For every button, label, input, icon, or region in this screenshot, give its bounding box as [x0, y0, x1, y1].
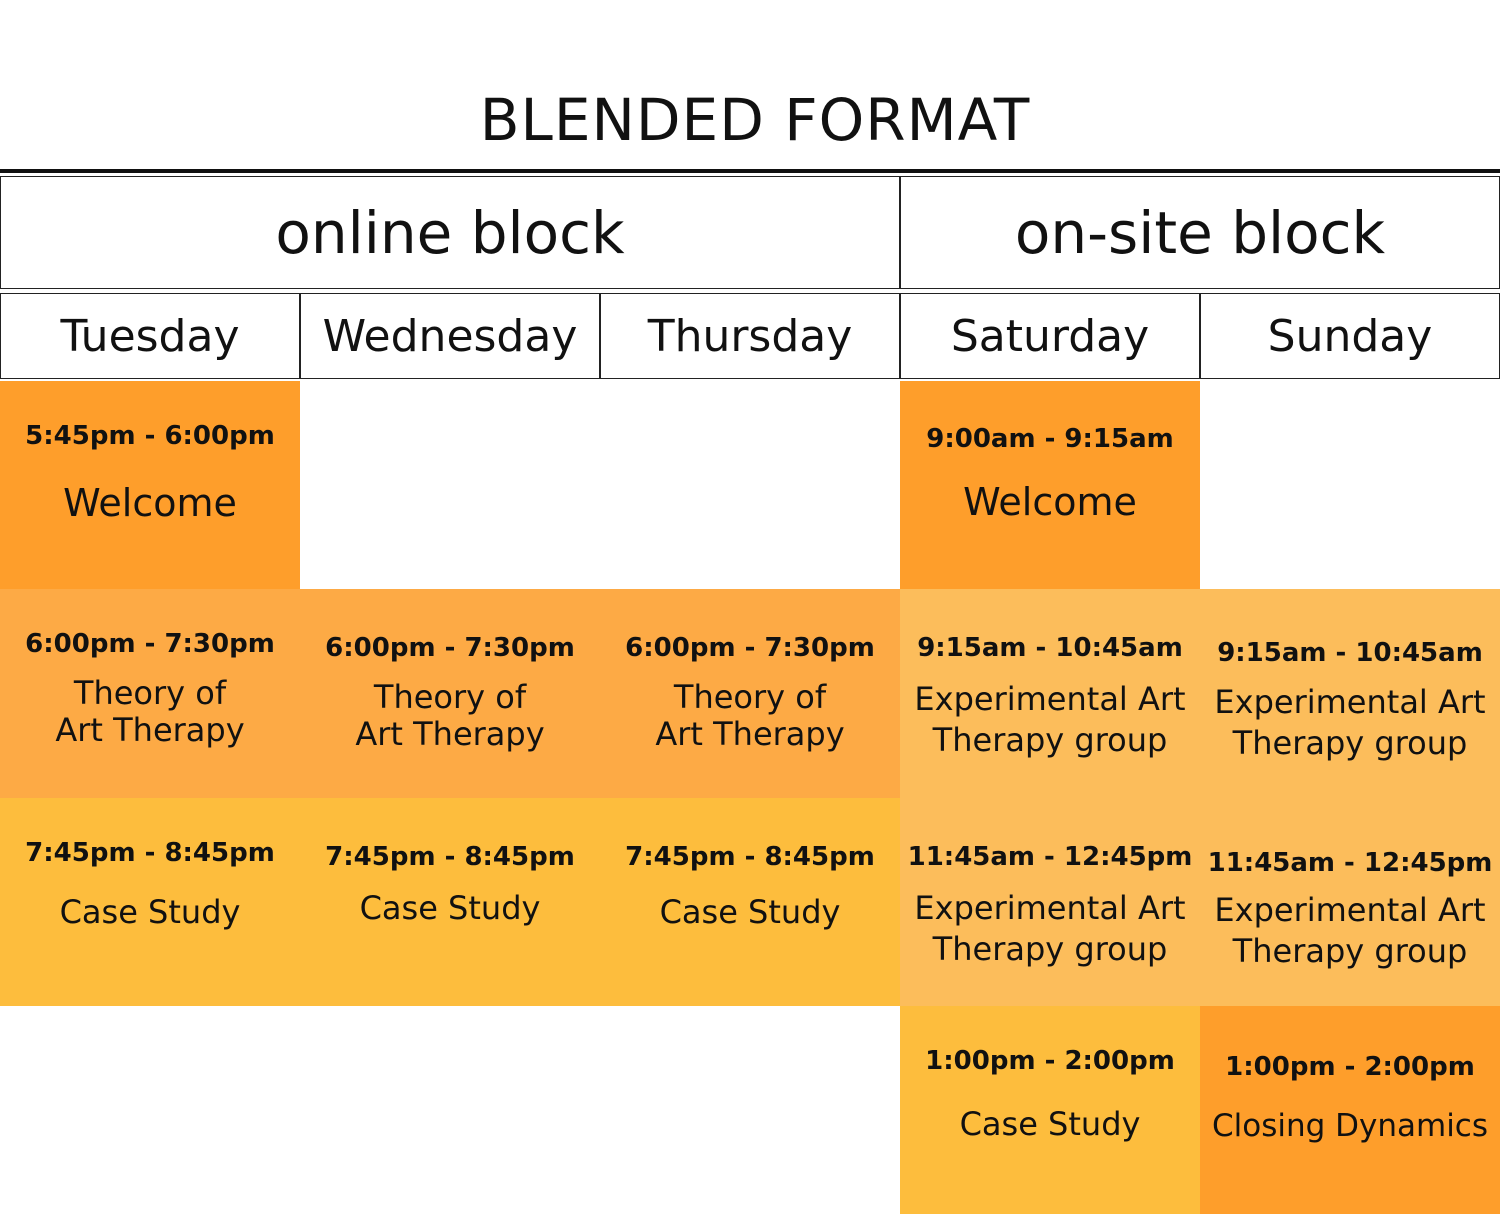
day-header-thursday [600, 293, 900, 379]
session-activity: Experimental Art Therapy group [1214, 683, 1486, 762]
session-saturday-welcome [900, 381, 1200, 589]
session-thursday-theory [600, 589, 900, 798]
session-activity: Experimental Art Therapy group [914, 889, 1186, 968]
session-activity: Case Study [359, 889, 541, 927]
page-title: BLENDED FORMAT [479, 86, 1031, 154]
title-divider [0, 169, 1500, 173]
session-saturday-experimental-2 [900, 798, 1200, 1006]
session-tuesday-welcome [0, 381, 300, 589]
session-sunday-experimental-2 [1200, 798, 1500, 1006]
session-activity: Closing Dynamics [1211, 1108, 1489, 1144]
session-activity: Case Study [59, 893, 241, 931]
session-saturday-experimental [900, 589, 1200, 798]
session-time: 1:00pm - 2:00pm [925, 1046, 1175, 1076]
session-time: 7:45pm - 8:45pm [625, 842, 875, 872]
day-label: Tuesday [60, 310, 240, 362]
day-label: Sunday [1267, 310, 1433, 362]
session-time: 5:45pm - 6:00pm [25, 421, 275, 451]
day-header-tuesday [0, 293, 300, 379]
session-time: 6:00pm - 7:30pm [25, 629, 275, 659]
onsite-block-label: on-site block [1014, 198, 1386, 267]
session-tuesday-theory [0, 589, 300, 798]
session-sunday-experimental [1200, 589, 1500, 798]
session-wednesday-case-study [300, 798, 600, 1006]
session-activity: Theory of Art Therapy [655, 678, 845, 753]
session-activity: Case Study [959, 1105, 1141, 1143]
day-label: Thursday [647, 310, 853, 362]
session-time: 9:00am - 9:15am [926, 424, 1174, 454]
session-activity: Experimental Art Therapy group [914, 680, 1186, 759]
day-label: Saturday [950, 310, 1150, 362]
session-activity: Experimental Art Therapy group [1214, 891, 1486, 970]
day-header-saturday [900, 293, 1200, 379]
session-thursday-case-study [600, 798, 900, 1006]
session-time: 7:45pm - 8:45pm [325, 842, 575, 872]
online-block-header [0, 176, 900, 289]
session-activity: Case Study [659, 893, 841, 931]
online-block-label: online block [275, 198, 625, 267]
session-saturday-case-study [900, 1006, 1200, 1214]
session-tuesday-case-study [0, 798, 300, 1006]
day-header-sunday [1200, 293, 1500, 379]
session-activity: Theory of Art Therapy [355, 678, 545, 753]
session-sunday-closing [1200, 1006, 1500, 1214]
session-time: 9:15am - 10:45am [1217, 638, 1483, 668]
session-time: 1:00pm - 2:00pm [1225, 1052, 1475, 1082]
session-time: 6:00pm - 7:30pm [325, 633, 575, 663]
session-time: 6:00pm - 7:30pm [625, 633, 875, 663]
session-wednesday-theory [300, 589, 600, 798]
session-time: 9:15am - 10:45am [917, 633, 1183, 663]
session-time: 7:45pm - 8:45pm [25, 838, 275, 868]
onsite-block-header [900, 176, 1500, 289]
session-activity: Theory of Art Therapy [55, 674, 245, 749]
day-header-wednesday [300, 293, 600, 379]
session-time: 11:45am - 12:45pm [1207, 848, 1493, 878]
session-activity: Welcome [963, 480, 1137, 524]
session-activity: Welcome [63, 481, 237, 525]
day-label: Wednesday [322, 310, 578, 362]
session-time: 11:45am - 12:45pm [907, 842, 1193, 872]
